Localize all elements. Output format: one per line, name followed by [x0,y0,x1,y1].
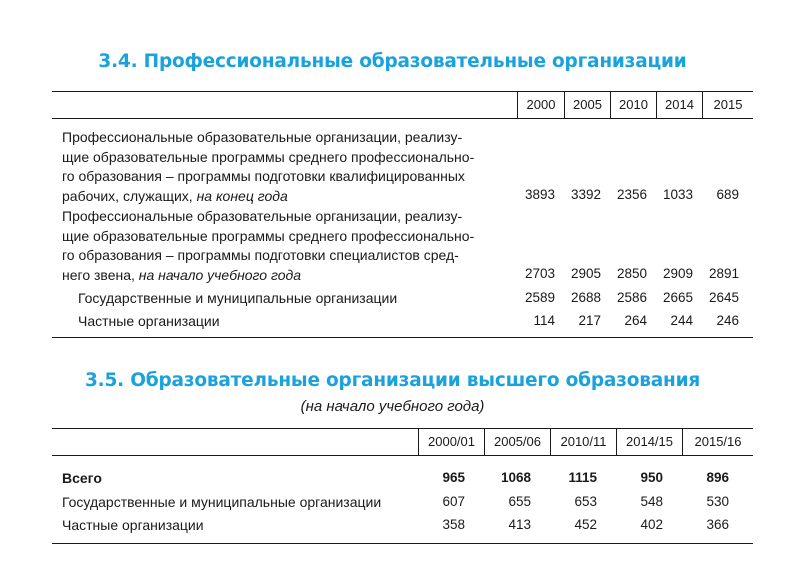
label-line: го образования – программы подготовки специалистов сред- [62,247,459,263]
column-header-year: 2005/06 [494,434,541,449]
cell-value: 607 [442,494,465,509]
cell-value: 1068 [500,470,531,485]
cell-value: 2586 [616,290,647,305]
table-bottom-border [52,543,753,544]
cell-value: 655 [508,494,531,509]
section-title-3-5: 3.5. Образовательные организации высшего образования [84,370,701,391]
label-line: щие образовательные программы среднего профессионально- [62,148,475,165]
label-line: Профессиональные образовательные организации, реализу- [62,129,463,145]
cell-value: 217 [578,313,601,328]
cell-value: 2850 [616,266,647,281]
cell-value: 402 [640,517,663,532]
row-label-mid-level-specialists [62,207,512,285]
row-label-state-municipal: Государственные и муниципальные организации [78,290,398,306]
cell-value: 3893 [524,187,555,202]
label-line [62,266,512,286]
table-top-border [52,91,753,92]
column-header-year: 2000/01 [428,434,475,449]
table-header-border [52,118,753,119]
column-header-year: 2005 [573,97,602,112]
table-top-border [52,428,753,429]
label-line [62,187,512,207]
cell-value: 358 [442,517,465,532]
cell-value: 2589 [524,290,555,305]
label-text: него звена, [62,266,139,283]
cell-value: 530 [706,494,729,509]
cell-value: 2909 [662,266,693,281]
label-line: Профессиональные образовательные организации, реализу- [62,208,463,224]
cell-value: 413 [508,517,531,532]
cell-value: 244 [670,313,693,328]
row-label-qualified-workers [62,128,512,206]
cell-value: 246 [716,313,739,328]
cell-value: 366 [706,517,729,532]
cell-value: 3392 [570,187,601,202]
cell-value: 2688 [570,290,601,305]
label-line: щие образовательные программы среднего профессионально- [62,227,475,244]
cell-value: 452 [574,517,597,532]
row-label-total: Всего [62,470,102,486]
cell-value: 1033 [662,187,693,202]
cell-value: 2665 [662,290,693,305]
section-title-3-4: 3.4. Профессиональные образовательные организации [98,51,687,72]
column-header-year: 2010 [619,97,648,112]
cell-value: 2645 [708,290,739,305]
label-note: на конец года [196,187,288,204]
cell-value: 896 [706,470,729,485]
cell-value: 653 [574,494,597,509]
cell-value: 2356 [616,187,647,202]
cell-value: 2905 [570,266,601,281]
cell-value: 114 [533,313,555,328]
table-bottom-border [52,337,753,338]
column-header-year: 2014/15 [626,434,673,449]
cell-value: 689 [716,187,739,202]
row-label-state-municipal: Государственные и муниципальные организации [62,494,382,510]
column-header-year: 2015 [713,97,743,112]
cell-value: 965 [442,470,465,485]
row-label-private: Частные организации [78,313,220,329]
table-header-border [52,455,753,456]
column-header-year: 2014 [665,97,694,112]
cell-value: 1115 [568,470,597,485]
cell-value: 2891 [708,266,739,281]
cell-value: 548 [640,494,663,509]
column-header-year: 2010/11 [560,434,607,449]
cell-value: 264 [624,313,647,328]
column-header-year: 2015/16 [694,434,742,449]
cell-value: 2703 [524,266,555,281]
column-header-year: 2000 [526,97,556,112]
section-subtitle: (на начало учебного года) [300,398,485,415]
label-line: го образования – программы подготовки квалифицированных [62,168,465,184]
label-note: на начало учебного года [138,266,302,283]
cell-value: 950 [640,470,663,485]
label-text: рабочих, служащих, [62,187,197,204]
row-label-private: Частные организации [62,517,204,533]
